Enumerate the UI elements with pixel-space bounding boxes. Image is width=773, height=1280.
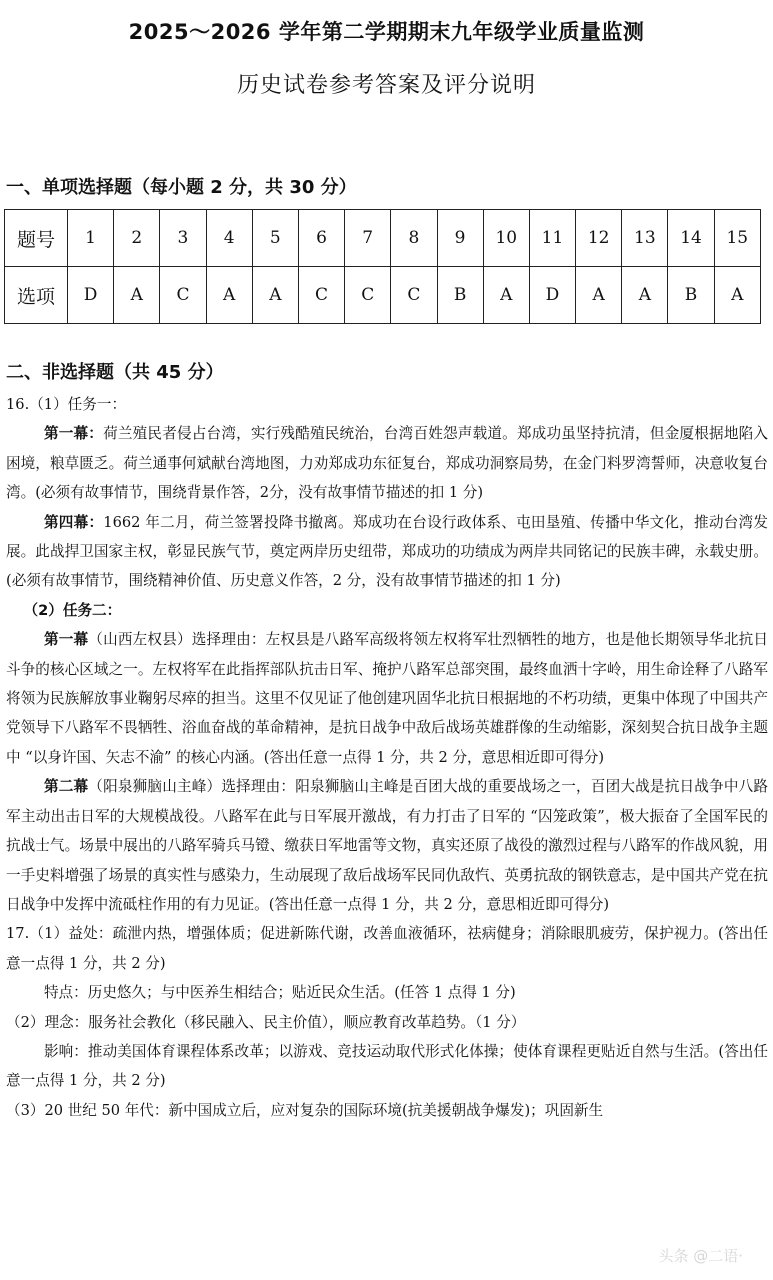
scene-text: （阳泉狮脑山主峰）选择理由：阳泉狮脑山主峰是百团大战的重要战场之一，百团大战是抗日战争中八路军主动出击日军的大规模战役。八路军在此与日军展开激战，有力打击了日军的 “囚笼政策”，极大振奋了全国军民的抗战士气。场景中展出的八路军骑兵马镫、缴获日军地雷等文物，真实还原了战役的激烈过程与八路军的作战风貌，用一手史料增强了场景的真实性与感染力，生动展现了敌后战场军民同仇敌忾、英勇抗敌的钢铁意志，是中国共产党在抗日战争中发挥中流砥柱作用的有力见证。(答出任意一点得 1 分，共 2 分，意思相近即可得分)	[6, 778, 768, 913]
scene-label: 第一幕：	[43, 425, 104, 443]
scene-label: 第二幕	[43, 778, 89, 796]
question-number: 1	[68, 210, 114, 267]
q16-task2-scene1	[6, 625, 768, 772]
scene-text: 1662 年二月，荷兰签署投降书撤离。郑成功在台设行政体系、屯田垦殖、传播中华文化，推动台湾发展。此战捍卫国家主权，彰显民族气节，奠定两岸历史纽带，郑成功的功绩成为两岸共同铭记的民族丰碑，永载史册。(必须有故事情节，围绕精神价值、历史意义作答，2 分，没有故事情节描述的扣 1 分)	[6, 513, 768, 590]
question-number: 15	[714, 210, 760, 267]
row-label-number: 题号	[5, 210, 68, 267]
question-number: 2	[114, 210, 160, 267]
answer-cell: A	[252, 267, 298, 324]
answer-cell: A	[622, 267, 668, 324]
row-label-answer: 选项	[5, 267, 68, 324]
q17-part1: 17.（1）益处：疏泄内热，增强体质；促进新陈代谢，改善血液循环，祛病健身；消除眼肌疲劳，保护视力。(答出任意一点得 1 分，共 2 分)	[6, 925, 768, 972]
answer-cell: C	[160, 267, 206, 324]
scene-text: （山西左权县）选择理由：左权县是八路军高级将领左权将军壮烈牺牲的地方，也是他长期领导华北抗日斗争的核心区域之一。左权将军在此指挥部队抗击日军、掩护八路军总部突围，最终血洒十字岭，用生命诠释了八路军将领为民族解放事业鞠躬尽瘁的担当。这里不仅见证了他创建巩固华北抗日根据地的不朽功绩，更集中体现了中国共产党领导下八路军不畏牺牲、浴血奋战的革命精神，是抗日战争中敌后战场英雄群像的生动缩影，深刻契合抗日战争主题中 “以身许国、矢志不渝” 的核心内涵。(答出任意一点得 1 分，共 2 分，意思相近即可得分)	[6, 631, 768, 766]
q17-part3: （3）20 世纪 50 年代：新中国成立后，应对复杂的国际环境(抗美援朝战争爆发)；巩固新生	[6, 1101, 604, 1119]
answer-cell: B	[437, 267, 483, 324]
section1-heading: 一、单项选择题（每小题 2 分，共 30 分）	[6, 177, 357, 198]
section2-heading: 二、非选择题（共 45 分）	[6, 362, 224, 383]
document-title: 2025～2026 学年第二学期期末九年级学业质量监测	[128, 20, 645, 44]
question-number: 12	[576, 210, 622, 267]
q16-part2-heading: （2）任务二：	[23, 601, 122, 619]
question-number: 5	[252, 210, 298, 267]
scene-label: 第一幕	[43, 631, 89, 649]
question-number: 14	[668, 210, 714, 267]
answer-cell: A	[576, 267, 622, 324]
question-number: 3	[160, 210, 206, 267]
answer-cell: A	[714, 267, 760, 324]
q16-task2-scene2	[6, 772, 768, 919]
question-number: 4	[206, 210, 252, 267]
q16-part1-heading: 16.（1）任务一：	[6, 396, 127, 413]
q17-part2: （2）理念：服务社会教化（移民融入、民主价值），顺应教育改革趋势。（1 分）	[6, 1013, 526, 1031]
question-number: 7	[345, 210, 391, 267]
answer-cell: B	[668, 267, 714, 324]
question-number: 8	[391, 210, 437, 267]
q17-part1-features: 特点：历史悠久；与中医养生相结合；贴近民众生活。(任答 1 点得 1 分)	[43, 984, 516, 1002]
question-number: 13	[622, 210, 668, 267]
answer-cell: C	[391, 267, 437, 324]
question-number: 11	[529, 210, 575, 267]
watermark: 头条 @二语·	[658, 1247, 743, 1265]
question-number: 10	[483, 210, 529, 267]
number-row	[5, 210, 761, 267]
answer-cell: C	[345, 267, 391, 324]
scene-text: 荷兰殖民者侵占台湾，实行残酷殖民统治，台湾百姓怨声载道。郑成功虽坚持抗清，但金厦根据地陷入困境，粮草匮乏。荷兰通事何斌献台湾地图，力劝郑成功东征复台，郑成功洞察局势，在金门料罗湾誓师，决意收复台湾。(必须有故事情节，围绕背景作答，2分，没有故事情节描述的扣 1 分)	[6, 425, 768, 502]
answer-cell: A	[114, 267, 160, 324]
answer-cell: D	[68, 267, 114, 324]
answer-row	[5, 267, 761, 324]
answer-cell: A	[206, 267, 252, 324]
scene-label: 第四幕：	[43, 513, 104, 531]
answer-body	[6, 390, 768, 1125]
q17-part2-impact: 影响：推动美国体育课程体系改革；以游戏、竞技运动取代形式化体操；使体育课程更贴近自然与生活。(答出任意一点得 1 分，共 2 分)	[6, 1042, 768, 1090]
answer-cell: C	[298, 267, 344, 324]
question-number: 6	[298, 210, 344, 267]
q16-scene4	[6, 508, 768, 596]
answer-cell: D	[529, 267, 575, 324]
q16-scene1	[6, 419, 768, 507]
answer-table	[4, 209, 761, 324]
question-number: 9	[437, 210, 483, 267]
answer-cell: A	[483, 267, 529, 324]
document-subtitle: 历史试卷参考答案及评分说明	[236, 73, 536, 98]
